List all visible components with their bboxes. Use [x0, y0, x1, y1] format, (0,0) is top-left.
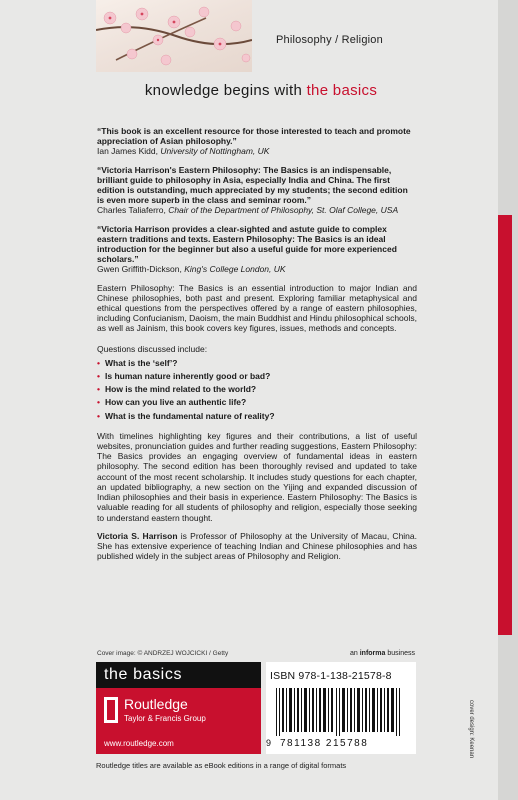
informa-business-label [350, 650, 415, 657]
blurb-content [97, 126, 417, 569]
question-text: What is the ‘self’? [105, 357, 178, 368]
barcode-leading-digit: 9 [266, 738, 272, 748]
quote-text: “This book is an excellent resource for those interested to teach and promote appreciation of Asian philosophy.” [97, 126, 411, 147]
publisher-group: Taylor & Francis Group [124, 714, 206, 723]
question-text: How is the mind related to the world? [105, 384, 257, 395]
review-quote-3 [97, 224, 417, 275]
routledge-logo-icon [104, 697, 118, 723]
book-description: Eastern Philosophy: The Basics is an essential introduction to major Indian and Chinese philosophies, both past and present. Exploring familiar metaphysical and ethical questions from the perspectives offered by a range of eastern philosophies, including Confucianism, Daoism, the main Buddhist and Hindu philosophical schools, as well as Jainism, this book covers key figures, issues, methods and concepts. [97, 282, 417, 334]
barcode-digits: 781138 215788 [280, 738, 369, 749]
informa-suffix: business [385, 650, 415, 657]
list-item [97, 358, 417, 368]
quote-text: “Victoria Harrison's Eastern Philosophy: The Basics is an indispensable, brilliant guide to philosophy in Asia, especially India and China. The first edition is outstanding, much appreciated by my students; the second edition is even more superb in the class and seminar room.” [97, 164, 408, 206]
isbn-barcode-block [266, 662, 416, 754]
features-paragraph: With timelines highlighting key figures and their contributions, a list of useful websites, pronunciation guides and further reading suggestions, Eastern Philosophy: The Basics provides an engaging overview of fundamental ideas in eastern philosophy. The second edition has been thoroughly revised and updated to take account of the most recent scholarship. It includes study questions for each chapter, an updated bibliography, a new section on the Yijing and expanded discussion of Indian philosophies and their basis in experience. Eastern Philosophy: The Basics is valuable reading for all students of philosophy and religion, especially those seeking to understand eastern thought. [97, 430, 417, 523]
series-tagline [96, 82, 426, 99]
barcode-icon [274, 688, 408, 736]
bullet-icon: • [97, 357, 100, 368]
attribution-name: Charles Taliaferro, [97, 205, 169, 216]
bullet-icon: • [97, 410, 100, 421]
informa-prefix: an [350, 650, 360, 657]
attribution-affiliation: University of Nottingham, UK [160, 146, 270, 157]
bullet-icon: • [97, 371, 100, 382]
isbn-number: ISBN 978-1-138-21578-8 [270, 670, 392, 682]
questions-list [97, 358, 417, 421]
quote-attribution [97, 205, 417, 215]
review-quote-1 [97, 126, 417, 157]
list-item [97, 371, 417, 381]
quote-attribution [97, 146, 417, 156]
publisher-url: www.routledge.com [104, 739, 174, 748]
list-item [97, 397, 417, 407]
series-brand-block [96, 662, 261, 754]
attribution-affiliation: King's College London, UK [184, 264, 286, 275]
attribution-name: Gwen Griffith-Dickson, [97, 264, 185, 275]
informa-brand: informa [359, 650, 386, 657]
question-text: Is human nature inherently good or bad? [105, 371, 271, 382]
cover-design-credit: cover design: Keenan [468, 700, 474, 759]
author-name: Victoria S. Harrison [97, 530, 178, 541]
spine-red-bar [498, 215, 512, 635]
question-text: What is the fundamental nature of reality? [105, 410, 275, 421]
cover-image-credit: Cover image: © ANDRZEJ WOJCICKI / Getty [97, 650, 229, 657]
list-item [97, 384, 417, 394]
attribution-affiliation: Chair of the Department of Philosophy, St. Olaf College, USA [168, 205, 399, 216]
tagline-emphasis: the basics [306, 82, 378, 99]
question-text: How can you live an authentic life? [105, 397, 247, 408]
bullet-icon: • [97, 384, 100, 395]
series-title: the basics [104, 666, 183, 683]
author-bio [97, 531, 417, 562]
publisher-panel [96, 688, 261, 754]
subject-category: Philosophy / Religion [276, 34, 383, 46]
list-item [97, 411, 417, 421]
tagline-prefix: knowledge begins with [144, 82, 307, 99]
cherry-blossom-photo [96, 0, 252, 72]
quote-text: “Victoria Harrison provides a clear-sighted and astute guide to complex eastern traditions and texts. Eastern Philosophy: The Basics is an ideal introduction for the beginner but also a useful guide for more experienced scholars.” [97, 223, 397, 265]
questions-heading: Questions discussed include: [97, 343, 208, 354]
publisher-name: Routledge [124, 696, 188, 712]
attribution-name: Ian James Kidd, [97, 146, 161, 157]
blossom-illustration [96, 0, 252, 72]
review-quote-2 [97, 165, 417, 216]
quote-attribution [97, 264, 417, 274]
bullet-icon: • [97, 397, 100, 408]
ebook-footer-note: Routledge titles are available as eBook editions in a range of digital formats [96, 761, 347, 770]
author-bio-text: is Professor of Philosophy at the University of Macau, China. She has extensive experience of teaching Indian and Chinese philosophies and has published widely in the subject areas of Philosophy and Religion. [97, 530, 418, 562]
